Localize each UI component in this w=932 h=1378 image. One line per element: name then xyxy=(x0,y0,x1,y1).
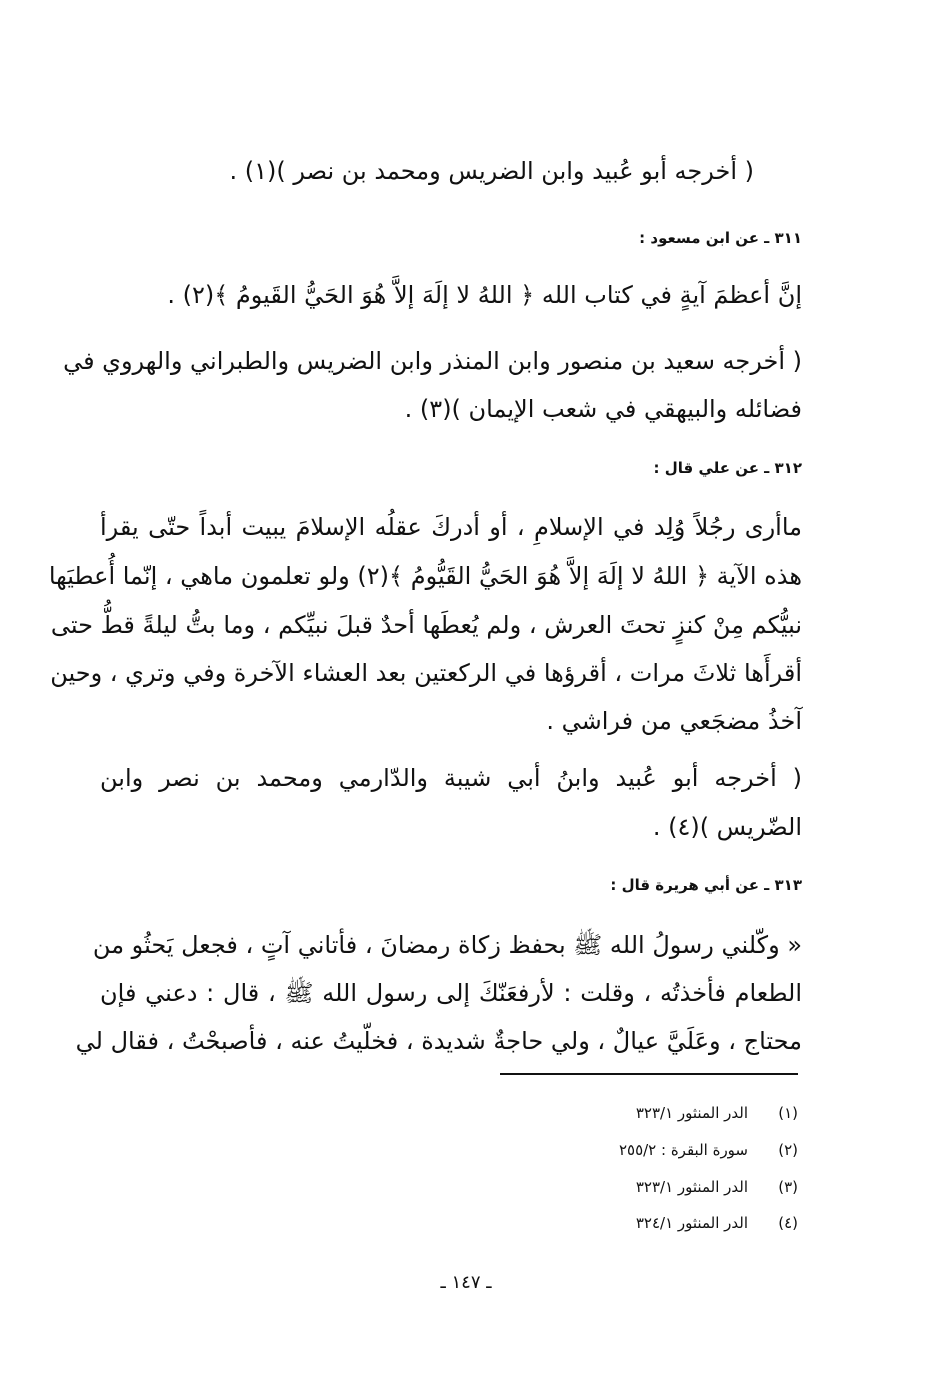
citation-310: ( أخرجه أبو عُبيد وابن الضريس ومحمد بن نصر )(١) . xyxy=(229,157,754,185)
footnote-number: (٢) xyxy=(778,1141,798,1159)
hadith-text-312-line-1: ماأرى رجُلاً وُلِد في الإسلامِ ، أو أدركَ عقلُه الإسلامَ يبيت أبداً حتّى يقرأ xyxy=(100,513,802,541)
hadith-text-312-line-5: آخذُ مضجَعي من فراشي . xyxy=(546,707,802,735)
citation-311-line-2: فضائله والبيهقي في شعب الإيمان )(٣) . xyxy=(404,395,802,423)
citation-312-line-1: ( أخرجه أبو عُبيد وابنُ أبي شيبة والدّارمي ومحمد بن نصر وابن xyxy=(100,764,802,792)
footnote-number: (٤) xyxy=(778,1214,798,1232)
hadith-text-312-line-3: نبيُّكم مِنْ كنزٍ تحتَ العرش ، ولم يُعطَها أحدٌ قبلَ نبيِّكم ، وما بتُّ ليلةً قطُّ حتى xyxy=(50,611,802,639)
hadith-heading-311: ٣١١ ـ عن ابن مسعود : xyxy=(639,229,802,247)
footnote-number: (٣) xyxy=(778,1178,798,1196)
citation-311-line-1: ( أخرجه سعيد بن منصور وابن المنذر وابن الضريس والطبراني والهروي في xyxy=(63,347,802,375)
footnote-text: سورة البقرة : ٢٥٥/٢ xyxy=(618,1141,748,1159)
hadith-text-312-line-2: هذه الآية ﴿ اللهُ لا إلَهَ إلاَّ هُوَ الحَيُّ القَيُّومُ ﴾(٢) ولو تعلمون ماهي ، إنّما أُعطيَها xyxy=(48,562,802,590)
footnote-number: (١) xyxy=(778,1104,798,1122)
footnote-text: الدر المنثور ٣٢٤/١ xyxy=(635,1214,748,1232)
page-number: ـ ١٤٧ ـ xyxy=(440,1272,492,1293)
hadith-text-313-line-2: الطعام فأخذتُه ، وقلت : لأرفعَنّكَ إلى رسول الله ﷺ ، قال : دعني فإن xyxy=(100,979,802,1007)
footnote-text: الدر المنثور ٣٢٣/١ xyxy=(635,1178,748,1196)
hadith-text-311: إنَّ أعظمَ آيةٍ في كتاب الله ﴿ اللهُ لا إلَهَ إلاَّ هُوَ الحَيُّ القَيومُ ﴾(٢) . xyxy=(167,281,802,309)
footnote-text: الدر المنثور ٣٢٣/١ xyxy=(635,1104,748,1122)
hadith-text-313-line-3: محتاج ، وعَلَيَّ عيالٌ ، ولي حاجةٌ شديدة ، فخلّيتُ عنه ، فأصبحْتُ ، فقال لي xyxy=(75,1027,802,1055)
citation-312-line-2: الضّريس )(٤) . xyxy=(652,813,802,841)
footnote-separator xyxy=(500,1073,798,1075)
hadith-text-313-line-1: « وكّلني رسولُ الله ﷺ بحفظ زكاة رمضانَ ، فأتاني آتٍ ، فجعل يَحثُو من xyxy=(92,931,802,959)
hadith-text-312-line-4: أقرأَها ثلاثَ مرات ، أقرؤها في الركعتين بعد العشاء الآخرة وفي وتري ، وحين xyxy=(50,659,802,687)
hadith-heading-313: ٣١٣ ـ عن أبي هريرة قال : xyxy=(610,876,802,894)
hadith-heading-312: ٣١٢ ـ عن علي قال : xyxy=(653,459,802,477)
